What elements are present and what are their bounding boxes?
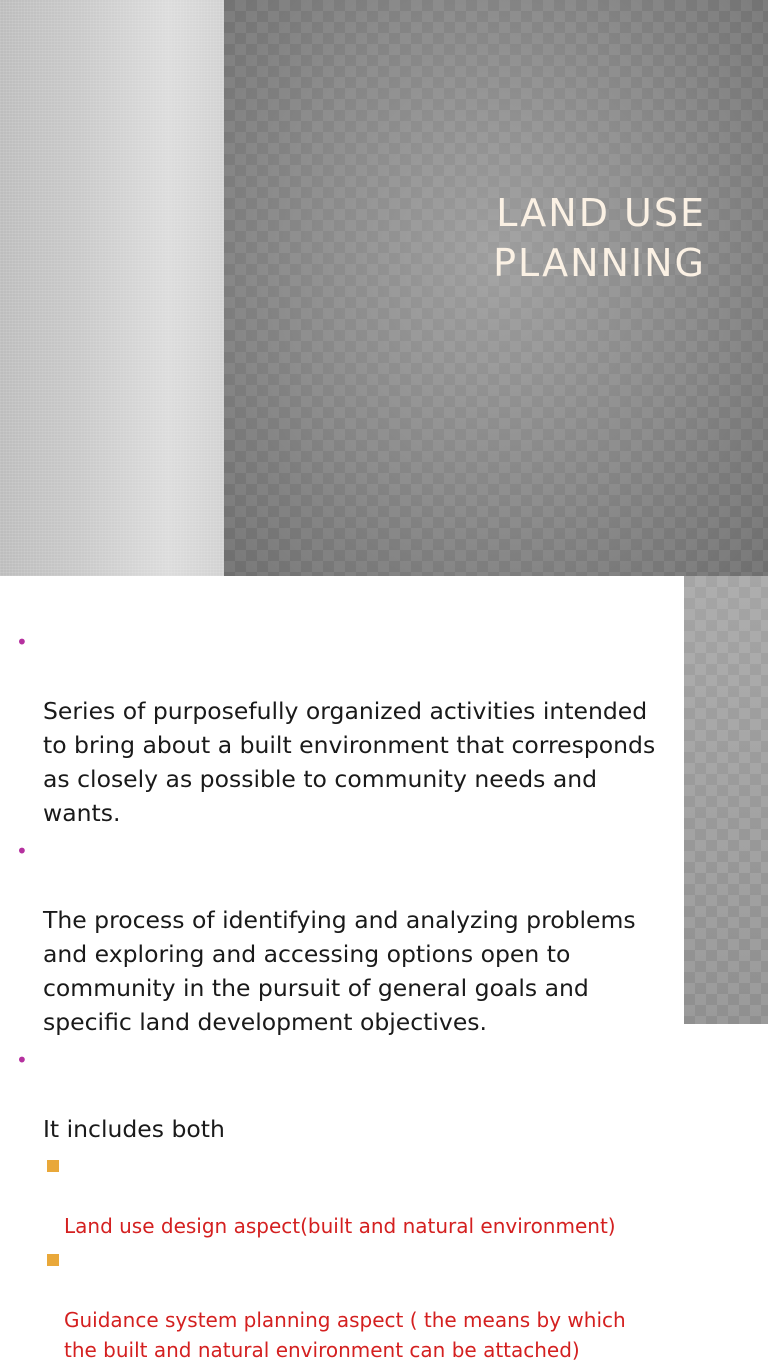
bullet-text: It includes both xyxy=(43,1115,225,1143)
right-pattern-panel xyxy=(224,0,768,576)
bullet-item xyxy=(0,835,700,1039)
bullet-item xyxy=(0,1044,700,1146)
left-gradient-panel xyxy=(0,0,224,576)
square-bullet-icon xyxy=(47,1160,59,1172)
sub-bullet-item xyxy=(0,1151,700,1241)
title-line-2: PLANNING xyxy=(493,241,706,285)
bullet-list xyxy=(0,626,700,1369)
bullet-dot-icon: • xyxy=(16,1048,28,1072)
sub-bullet-text: Guidance system planning aspect ( the means by which the built and natural environment can be attached) xyxy=(64,1308,626,1362)
title-slide xyxy=(0,0,768,576)
bullet-dot-icon: • xyxy=(16,630,28,654)
bullet-text: Series of purposefully organized activities intended to bring about a built environment that corresponds as closely as possible to community needs and wants. xyxy=(43,697,656,827)
content-slide xyxy=(0,576,768,1362)
bullet-item xyxy=(0,626,700,830)
title-line-1: LAND USE xyxy=(496,191,706,235)
bullet-text: The process of identifying and analyzing problems and exploring and accessing options open to community in the pursuit of general goals and specific land development objectives. xyxy=(43,906,636,1036)
bullet-dot-icon: • xyxy=(16,839,28,863)
sub-bullet-text: Land use design aspect(built and natural environment) xyxy=(64,1214,616,1238)
square-bullet-icon xyxy=(47,1254,59,1266)
slide-title xyxy=(346,188,706,288)
sub-bullet-item xyxy=(0,1245,700,1365)
